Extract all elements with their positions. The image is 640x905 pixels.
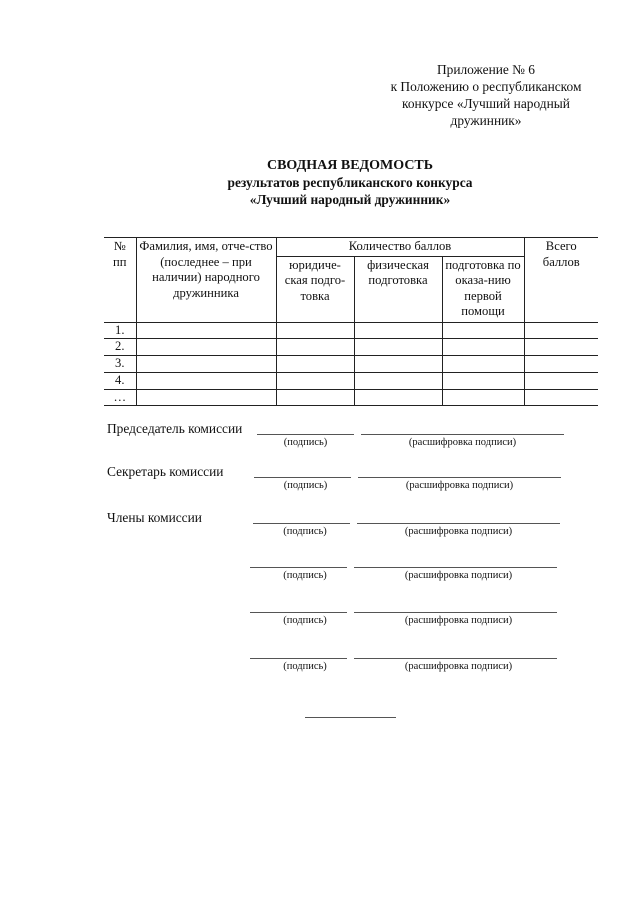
signature-caption: (подпись)	[283, 437, 328, 448]
decode-caption: (расшифровка подписи)	[404, 615, 513, 626]
cell-first-aid[interactable]	[442, 389, 524, 406]
signature-caption: (подпись)	[283, 615, 327, 626]
table-row	[104, 372, 598, 389]
cell-total[interactable]	[524, 389, 598, 406]
signature-line[interactable]	[257, 434, 354, 435]
signature-caption: (подпись)	[283, 570, 327, 581]
cell-total[interactable]	[524, 339, 598, 356]
cell-total[interactable]	[524, 356, 598, 373]
table-row	[104, 322, 598, 339]
cell-legal[interactable]	[276, 339, 354, 356]
signature-decode-line[interactable]	[354, 612, 557, 613]
signature-line[interactable]	[250, 612, 347, 613]
cell-physical[interactable]	[354, 389, 442, 406]
decode-caption: (расшифровка подписи)	[405, 480, 514, 491]
decode-caption: (расшифровка подписи)	[404, 526, 513, 537]
row-number: 4.	[104, 372, 136, 389]
signature-decode-line[interactable]	[361, 434, 564, 435]
appendix-line: Приложение № 6	[436, 62, 536, 77]
cell-physical[interactable]	[354, 356, 442, 373]
signature-line[interactable]	[250, 567, 347, 568]
decode-caption: (расшифровка подписи)	[408, 437, 517, 448]
signature-row-secretary	[0, 464, 640, 504]
cell-first-aid[interactable]	[442, 356, 524, 373]
table-row	[104, 356, 598, 373]
signature-caption: (подпись)	[283, 480, 328, 491]
cell-total[interactable]	[524, 372, 598, 389]
appendix-line: дружинник»	[450, 113, 522, 128]
signature-caption: (подпись)	[283, 661, 327, 672]
row-number: 3.	[104, 356, 136, 373]
results-table	[104, 237, 598, 406]
cell-legal[interactable]	[276, 356, 354, 373]
title-sub-2: «Лучший народный дружинник»	[249, 192, 451, 207]
signature-row-member	[0, 599, 640, 639]
column-header-first-aid: подготовка по оказа-нию первой помощи	[442, 256, 524, 322]
cell-legal[interactable]	[276, 372, 354, 389]
appendix-line: к Положению о республиканском	[390, 79, 582, 94]
signature-caption: (подпись)	[283, 526, 327, 537]
signature-decode-line[interactable]	[354, 658, 557, 659]
cell-total[interactable]	[524, 322, 598, 339]
title-main: СВОДНАЯ ВЕДОМОСТЬ	[266, 158, 434, 173]
decode-caption: (расшифровка подписи)	[404, 661, 513, 672]
signature-line[interactable]	[250, 658, 347, 659]
row-number: …	[104, 389, 136, 406]
signature-row-member	[0, 510, 640, 550]
table-row	[104, 389, 598, 406]
appendix-line: конкурсе «Лучший народный	[402, 96, 570, 111]
cell-physical[interactable]	[354, 339, 442, 356]
cell-name[interactable]	[136, 339, 276, 356]
signature-decode-line[interactable]	[354, 567, 557, 568]
cell-legal[interactable]	[276, 389, 354, 406]
signature-row-chairman	[0, 421, 640, 461]
appendix-header	[376, 61, 596, 129]
cell-physical[interactable]	[354, 322, 442, 339]
members-label: Члены комиссии	[107, 510, 202, 525]
cell-name[interactable]	[136, 372, 276, 389]
chairman-label: Председатель комиссии	[107, 421, 243, 436]
signature-row-member	[0, 645, 640, 685]
signature-line[interactable]	[253, 523, 350, 524]
signature-line[interactable]	[254, 477, 351, 478]
column-header-physical: физическая подготовка	[354, 256, 442, 322]
cell-name[interactable]	[136, 356, 276, 373]
title-sub-1: результатов республиканского конкурса	[227, 175, 473, 190]
table-row	[104, 339, 598, 356]
row-number: 2.	[104, 339, 136, 356]
signature-decode-line[interactable]	[357, 523, 560, 524]
signature-row-member	[0, 554, 640, 594]
cell-name[interactable]	[136, 389, 276, 406]
end-divider	[305, 717, 396, 718]
secretary-label: Секретарь комиссии	[107, 464, 224, 479]
document-title	[0, 157, 640, 208]
signature-decode-line[interactable]	[358, 477, 561, 478]
cell-physical[interactable]	[354, 372, 442, 389]
cell-first-aid[interactable]	[442, 322, 524, 339]
column-header-total: Всего баллов	[524, 238, 598, 323]
row-number: 1.	[104, 322, 136, 339]
cell-first-aid[interactable]	[442, 339, 524, 356]
column-header-number: № пп	[104, 238, 136, 323]
column-header-legal: юридиче-ская подго-товка	[276, 256, 354, 322]
column-header-name: Фамилия, имя, отче-ство (последнее – при наличии) народного дружинника	[136, 238, 276, 323]
column-header-score-group: Количество баллов	[276, 238, 524, 257]
cell-name[interactable]	[136, 322, 276, 339]
cell-first-aid[interactable]	[442, 372, 524, 389]
cell-legal[interactable]	[276, 322, 354, 339]
decode-caption: (расшифровка подписи)	[404, 570, 513, 581]
